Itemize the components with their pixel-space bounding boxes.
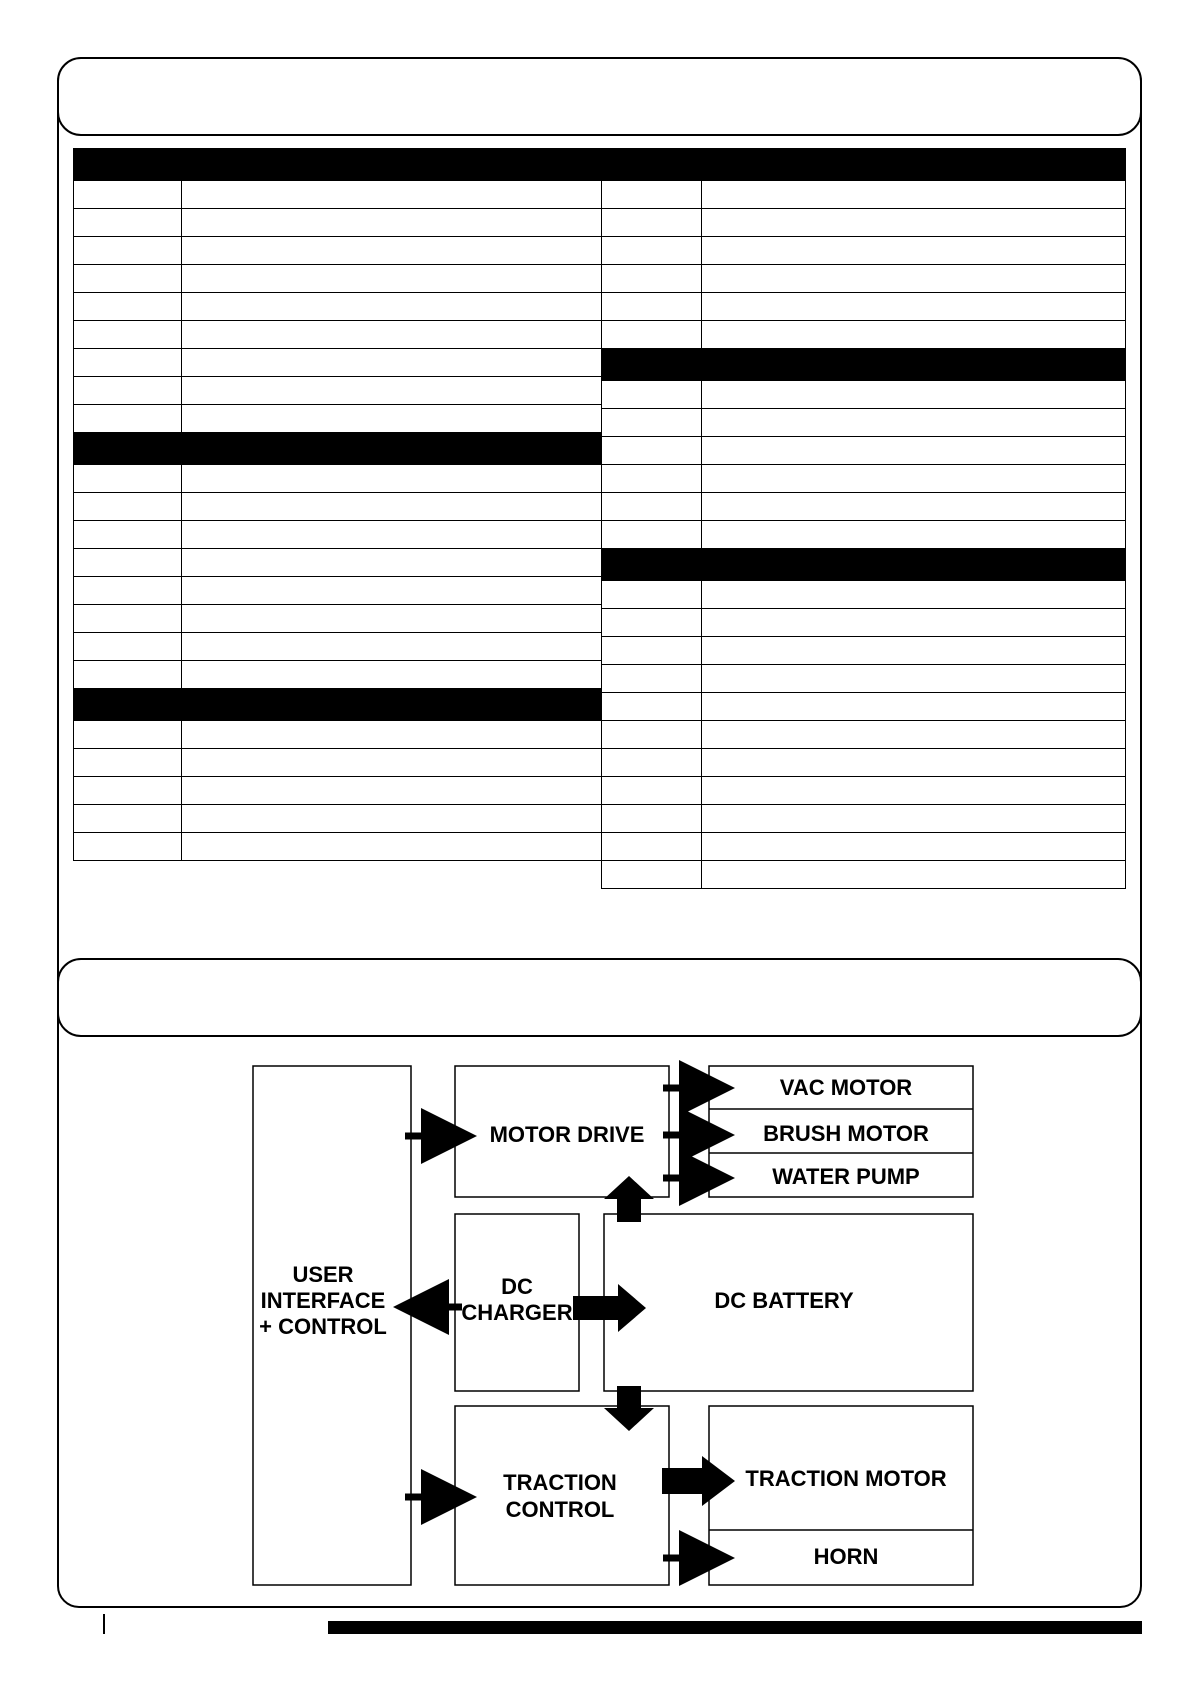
traction-control-box [455,1406,669,1585]
arrow-battery-to-traction-control [604,1386,654,1431]
user-interface-label: USER [292,1262,354,1287]
motor-drive-label: MOTOR DRIVE [489,1122,645,1147]
arrow-battery-to-motor-drive [604,1176,654,1222]
dc-charger-label: DC [501,1274,533,1299]
user-interface-label: + CONTROL [259,1314,387,1339]
arrow-to-traction-motor [662,1456,735,1506]
traction-control-label: TRACTION [503,1470,617,1495]
dc-charger-label: CHARGER [461,1300,573,1325]
dc-battery-label: DC BATTERY [714,1288,854,1313]
vac-motor-label: VAC MOTOR [779,1075,913,1100]
water-pump-label: WATER PUMP [772,1164,920,1189]
footer-tick [103,1614,105,1634]
user-interface-label: INTERFACE [260,1288,386,1313]
footer-rule [328,1621,1142,1634]
traction-motor-label: TRACTION MOTOR [745,1466,947,1491]
arrow-charger-to-battery [573,1284,646,1332]
horn-label: HORN [813,1544,879,1569]
brush-motor-label: BRUSH MOTOR [763,1121,929,1146]
traction-control-label: CONTROL [505,1497,615,1522]
